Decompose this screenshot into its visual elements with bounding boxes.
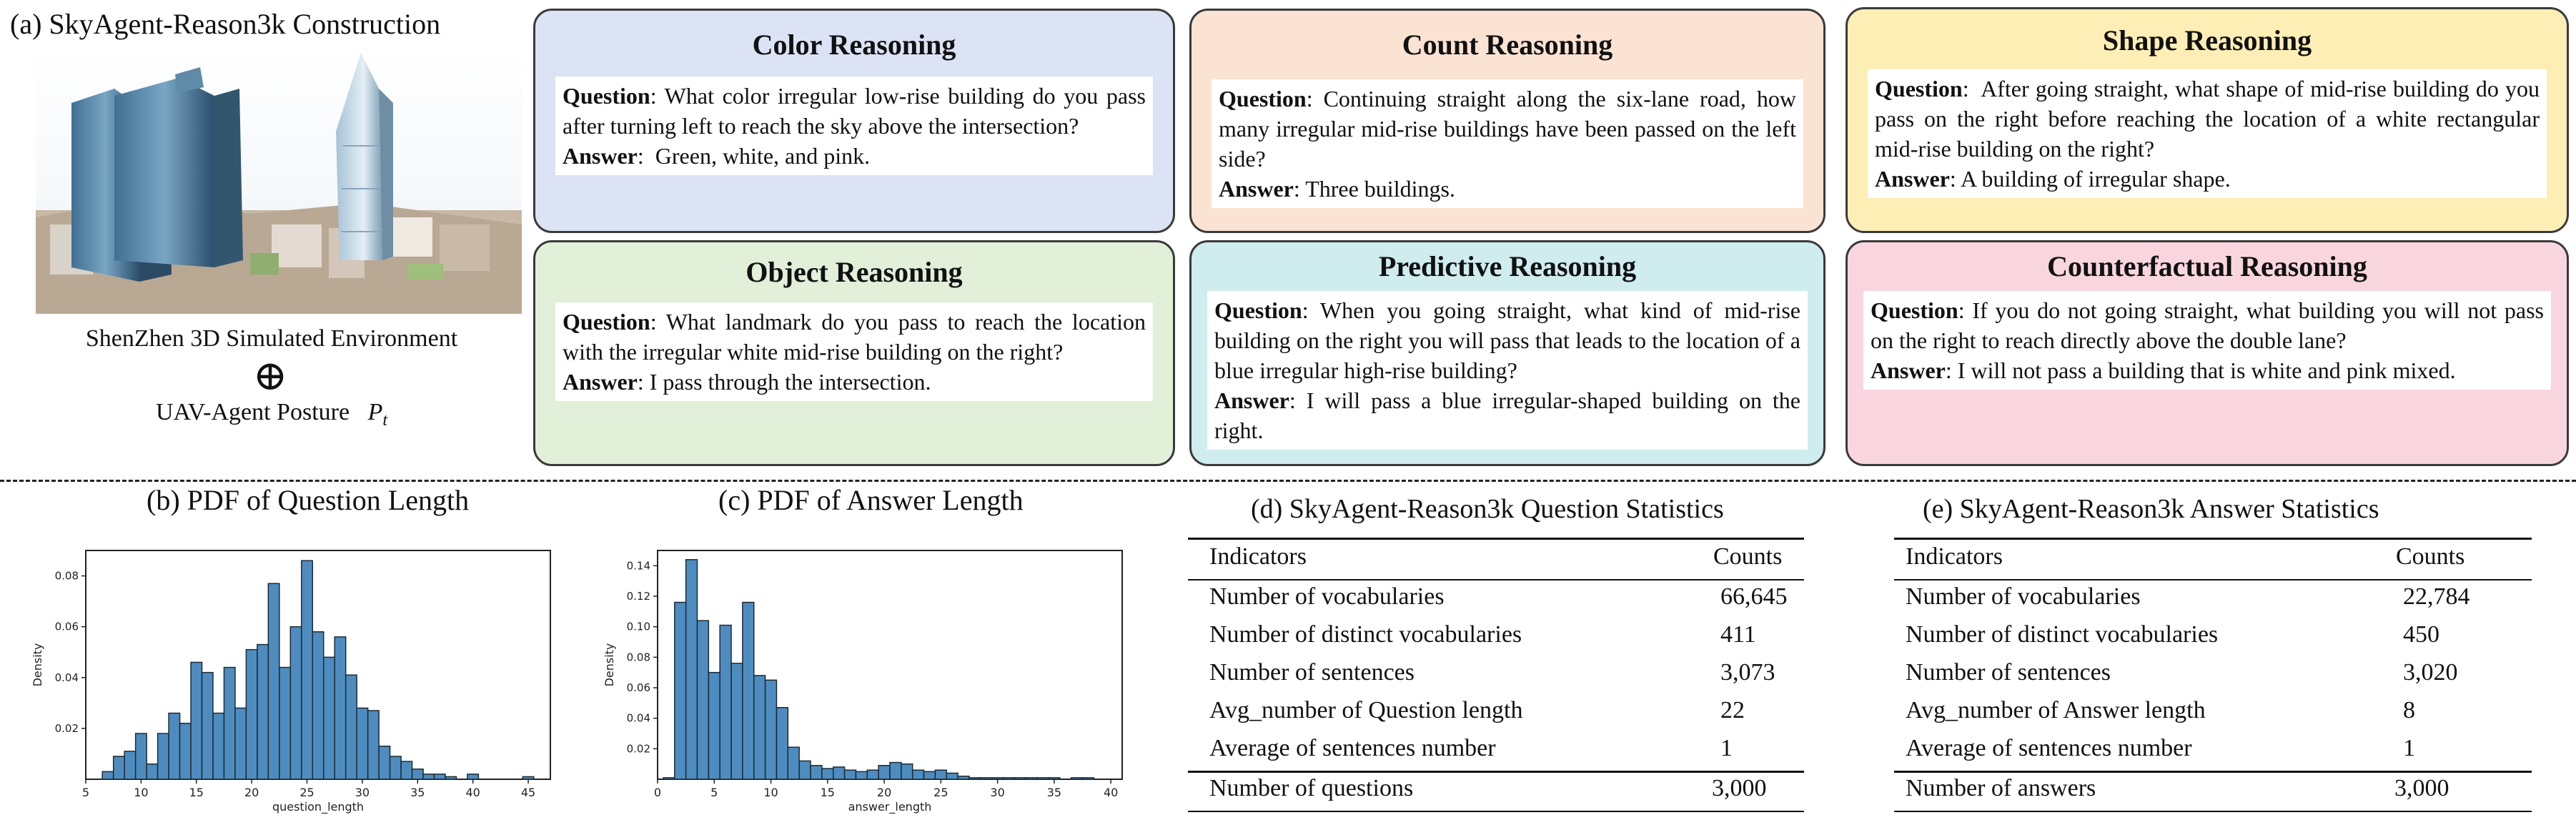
histogram-bar	[958, 776, 969, 779]
histogram-bar	[878, 766, 890, 779]
question-text: What landmark do you pass to reach the location with the irregular white mid-rise building on the right?	[563, 309, 1146, 365]
y-tick-label: 0.06	[54, 620, 79, 633]
histogram-bar	[102, 771, 113, 779]
histogram-bar	[675, 603, 686, 779]
x-axis-label: question_length	[272, 800, 365, 814]
posture-symbol: P	[367, 399, 383, 425]
table-row: Number of sentences 3,073	[1209, 659, 1775, 686]
environment-caption: ShenZhen 3D Simulated Environment	[85, 325, 458, 352]
answer-text: A building of irregular shape.	[1961, 166, 2231, 192]
histogram-bar	[708, 673, 720, 779]
y-tick-label: 0.02	[626, 742, 650, 756]
y-tick-label: 0.12	[626, 590, 650, 603]
posture-subscript: t	[382, 410, 388, 430]
histogram-bar	[246, 650, 257, 779]
histogram-bar	[822, 769, 833, 779]
histogram-bar	[158, 733, 169, 779]
answer-stats-table	[1894, 538, 2532, 816]
answer-text: I will pass a blue irregular-shaped building on the right.	[1214, 387, 1801, 443]
x-tick-label: 20	[876, 786, 892, 799]
question-label: Question	[1871, 297, 1958, 323]
histogram-bar	[147, 764, 157, 779]
histogram-bar	[845, 770, 856, 779]
answer-label: Answer	[563, 143, 638, 169]
histogram-bar	[901, 764, 913, 779]
histogram-bar	[180, 723, 191, 779]
color-reasoning-card	[533, 9, 1175, 233]
histogram-bar	[833, 767, 845, 779]
question-text: If you do not going straight, what building you will not pass on the right to reach directly above the double lane?	[1871, 297, 2545, 353]
answer-length-histogram	[586, 522, 1158, 822]
answer-text: I pass through the intersection.	[649, 369, 931, 395]
question-text: When you going straight, what kind of mid-rise building on the right you will pass that leads to the location of a blue irregular high-rise building?	[1214, 297, 1801, 383]
y-tick-label: 0.08	[54, 569, 79, 583]
histogram-bar	[257, 645, 268, 779]
question-label: Question	[563, 309, 650, 335]
histogram-bar	[697, 621, 708, 779]
answer-label: Answer	[1871, 357, 1946, 383]
question-length-plot	[0, 522, 572, 822]
x-tick-label: 45	[520, 786, 536, 799]
posture-caption	[14, 399, 529, 430]
table-row: Number of vocabularies 66,645	[1209, 583, 1788, 610]
histogram-bar	[1004, 778, 1015, 779]
histogram-bar	[766, 680, 777, 779]
histogram-bar	[1037, 778, 1049, 779]
table-row: Average of sentences number 1	[1209, 735, 1733, 761]
histogram-bar	[992, 778, 1004, 779]
x-tick-label: 15	[820, 786, 835, 799]
histogram-bar	[1014, 778, 1026, 779]
y-tick-label: 0.10	[626, 620, 650, 633]
x-tick-label: 40	[465, 786, 480, 799]
histogram-bar	[467, 774, 478, 779]
question-stats-title: (d) SkyAgent-Reason3k Question Statistics	[1251, 494, 1724, 524]
histogram-bar	[279, 668, 290, 779]
histogram-bar	[788, 747, 799, 779]
table-footer-row: Number of questions 3,000	[1209, 775, 1767, 801]
table-row: Avg_number of Answer length 8	[1906, 697, 2415, 723]
histogram-bar	[224, 668, 234, 779]
table-header	[1188, 543, 1804, 581]
histogram-bar	[935, 770, 946, 779]
table-row: Number of distinct vocabularies 450	[1906, 621, 2439, 648]
histogram-bar	[312, 632, 323, 779]
answer-stats-title: (e) SkyAgent-Reason3k Answer Statistics	[1923, 494, 2379, 524]
answer-length-chart-title: (c) PDF of Answer Length	[718, 484, 1024, 516]
histogram-bar	[445, 776, 456, 779]
x-tick-label: 10	[763, 786, 778, 799]
x-tick-label: 40	[1103, 786, 1119, 799]
question-text: What color irregular low-rise building do you pass after turning left to reach the sky above the intersection?	[563, 83, 1146, 139]
y-tick-label: 0.06	[626, 681, 650, 694]
answer-label: Answer	[1875, 166, 1950, 192]
shape-reasoning-card	[1846, 7, 2569, 233]
qa-box: Question: What color irregular low-rise building do you pass after turning left to reach the sky above the intersection? Answer: Green, white, and pink.	[555, 76, 1153, 175]
x-tick-label: 10	[134, 786, 149, 799]
question-label: Question	[1219, 86, 1307, 112]
posture-caption-text: UAV-Agent Posture	[155, 399, 350, 425]
answer-text: I will not pass a building that is white and pink mixed.	[1957, 357, 2456, 383]
y-tick-label: 0.04	[626, 711, 650, 725]
answer-label: Answer	[1214, 387, 1289, 413]
histogram-bar	[423, 774, 434, 779]
histogram-bar	[435, 774, 445, 779]
answer-label: Answer	[1219, 176, 1294, 202]
histogram-bar	[324, 657, 335, 779]
x-tick-label: 30	[355, 786, 370, 799]
histogram-bar	[1026, 778, 1037, 779]
x-tick-label: 5	[710, 786, 718, 799]
histogram-bar	[390, 756, 401, 779]
y-tick-label: 0.14	[626, 559, 650, 573]
x-tick-label: 35	[410, 786, 425, 799]
predictive-reasoning-card	[1189, 240, 1826, 466]
histogram-bar	[522, 776, 533, 779]
histogram-bar	[731, 663, 743, 779]
x-tick-label: 25	[299, 786, 314, 799]
qa-box: Question: If you do not going straight, what building you will not pass on the right to reach directly above the double lane? Answer: I will not pass a building that is white and pink mixed.	[1863, 291, 2551, 390]
question-label: Question	[1875, 76, 1963, 102]
histogram-bar	[335, 637, 345, 779]
table-row: Number of distinct vocabularies 411	[1209, 621, 1756, 648]
histogram-bar	[969, 778, 981, 779]
histogram-bar	[290, 627, 301, 779]
question-stats-table	[1188, 538, 1804, 816]
histogram-bar	[856, 771, 867, 779]
counts-header: Counts	[1713, 543, 1783, 570]
histogram-bar	[776, 708, 788, 779]
histogram-bar	[946, 773, 958, 779]
card-title: Color Reasoning	[752, 29, 956, 61]
card-title: Shape Reasoning	[2102, 24, 2312, 56]
histogram-bar	[114, 756, 124, 779]
x-tick-label: 0	[653, 786, 662, 799]
histogram-bar	[235, 708, 246, 779]
histogram-bar	[1083, 778, 1094, 779]
histogram-bar	[124, 751, 135, 779]
question-label: Question	[563, 83, 650, 109]
histogram-bar	[720, 626, 731, 779]
histogram-bar	[191, 662, 202, 779]
histogram-bar	[169, 713, 179, 779]
x-axis-label: answer_length	[848, 800, 932, 814]
histogram-bar	[368, 711, 379, 779]
x-tick-label: 35	[1046, 786, 1062, 799]
qa-box: Question: Continuing straight along the six-lane road, how many irregular mid-rise buildings have been passed on the left side? Answer: Three buildings.	[1212, 79, 1803, 208]
direct-sum-symbol: ⊕	[252, 352, 288, 399]
question-text: After going straight, what shape of mid-rise building do you pass on the right before reaching the location of a white rectangular mid-rise building on the right?	[1875, 76, 2540, 162]
histogram-bar	[401, 761, 412, 779]
histogram-bar	[302, 560, 312, 779]
histogram-bar	[743, 603, 754, 779]
card-title: Object Reasoning	[745, 256, 963, 288]
card-title: Counterfactual Reasoning	[2047, 250, 2367, 282]
answer-label: Answer	[563, 369, 638, 395]
histogram-bar	[213, 713, 224, 779]
qa-box: Question: After going straight, what shape of mid-rise building do you pass on the right before reaching the location of a white rectangular mid-rise building on the right? Answer: A building of irregular shape.	[1868, 69, 2547, 198]
histogram-bar	[1071, 778, 1083, 779]
histogram-bar	[346, 675, 357, 779]
histogram-bar	[663, 778, 675, 779]
table-row: Number of sentences 3,020	[1906, 659, 2458, 686]
y-tick-label: 0.02	[54, 721, 79, 735]
card-title: Count Reasoning	[1402, 29, 1613, 61]
histogram-bar	[867, 770, 878, 779]
table-footer-row: Number of answers 3,000	[1906, 775, 2449, 801]
table-row: Number of vocabularies 22,784	[1906, 583, 2470, 610]
question-text: Continuing straight along the six-lane road, how many irregular mid-rise buildings have been passed on the left side?	[1219, 86, 1797, 172]
y-tick-label: 0.04	[54, 671, 79, 684]
histogram-bar	[136, 733, 147, 779]
indicators-header: Indicators	[1209, 543, 1307, 570]
histogram-bar	[799, 761, 811, 779]
histogram-bar	[357, 708, 367, 779]
object-reasoning-card	[533, 240, 1175, 466]
answer-text: Three buildings.	[1305, 176, 1455, 202]
panel-a-title: (a) SkyAgent-Reason3k Construction	[10, 8, 441, 40]
histogram-bar	[981, 778, 992, 779]
histogram-bar	[924, 771, 936, 779]
counterfactual-reasoning-card	[1846, 240, 2569, 466]
question-label: Question	[1214, 297, 1302, 323]
histogram-bar	[890, 763, 901, 779]
table-row: Average of sentences number 1	[1906, 735, 2415, 761]
count-reasoning-card	[1189, 9, 1826, 233]
histogram-bar	[202, 673, 213, 779]
city-render-image	[36, 46, 522, 314]
y-axis-label: Density	[603, 643, 616, 687]
indicators-header: Indicators	[1906, 543, 2003, 570]
y-tick-label: 0.08	[626, 651, 650, 664]
x-tick-label: 5	[81, 786, 90, 799]
histogram-bar	[412, 769, 423, 779]
histogram-bar	[754, 676, 766, 779]
qa-box: Question: When you going straight, what kind of mid-rise building on the right you will pass that leads to the location of a blue irregular high-rise building? Answer: I will pass a blue irregular-shaped building on the right.	[1207, 291, 1808, 450]
y-axis-label: Density	[31, 643, 44, 687]
card-title: Predictive Reasoning	[1378, 250, 1637, 282]
table-row: Avg_number of Question length 22	[1209, 697, 1745, 723]
histogram-bar	[268, 583, 279, 779]
qa-box: Question: What landmark do you pass to reach the location with the irregular white mid-rise building on the right? Answer: I pass through the intersection.	[555, 302, 1153, 401]
x-tick-label: 25	[933, 786, 948, 799]
histogram-bar	[686, 560, 698, 779]
question-length-histogram	[0, 522, 572, 822]
answer-text: Green, white, and pink.	[655, 143, 871, 169]
x-tick-label: 15	[189, 786, 204, 799]
histogram-bar	[913, 770, 924, 779]
histogram-bar	[811, 766, 822, 779]
table-header	[1894, 543, 2532, 581]
answer-length-plot	[586, 522, 1158, 822]
x-tick-label: 30	[990, 786, 1005, 799]
question-length-chart-title: (b) PDF of Question Length	[147, 484, 470, 516]
histogram-bar	[379, 746, 390, 779]
section-divider	[0, 480, 2576, 482]
x-tick-label: 20	[244, 786, 259, 799]
histogram-bar	[1049, 778, 1060, 779]
counts-header: Counts	[2396, 543, 2465, 570]
